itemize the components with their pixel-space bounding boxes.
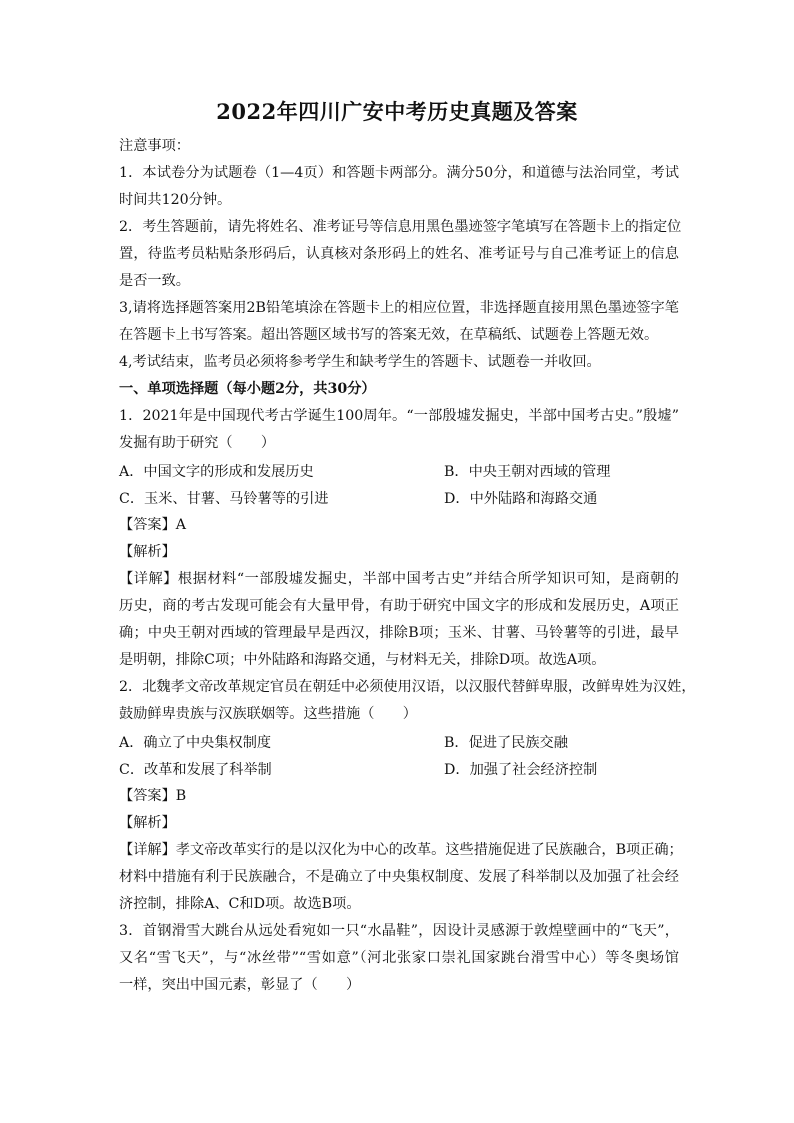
section-heading: 一、单项选择题（每小题2分，共30分）: [119, 381, 376, 397]
question-1-option-a: A．中国文字的形成和发展历史: [119, 464, 314, 480]
question-1-detail: 历史，商的考古发现可能会有大量甲骨，有助于研究中国文字的形成和发展历史，A项正: [119, 598, 679, 614]
question-2-detail: 【详解】孝文帝改革实行的是以汉化为中心的改革。这些措施促进了民族融合，B项正确；: [119, 842, 683, 858]
question-2-option-b: B．促进了民族交融: [444, 735, 568, 751]
notice-line: 是否一致。: [119, 273, 190, 289]
question-1-analysis: 【解析】: [119, 544, 176, 560]
question-2-option-c: C．改革和发展了科举制: [119, 762, 272, 778]
notice-line: 时间共120分钟。: [119, 192, 232, 208]
notice-heading: 注意事项：: [119, 138, 190, 154]
notice-line: 4,考试结束，监考员必须将参考学生和缺考学生的答题卡、试题卷一并收回。: [119, 354, 601, 370]
question-3-stem: 又名“雪飞天”，与“冰丝带”“雪如意”（河北张家口崇礼国家跳台滑雪中心）等冬奥场馆: [119, 950, 679, 966]
question-3-stem: 3．首钢滑雪大跳台从远处看宛如一只“水晶鞋”，因设计灵感源于敦煌壁画中的“飞天”，: [119, 923, 679, 939]
notice-line: 置，待监考员粘贴条形码后，认真核对条形码上的姓名、准考证号与自己准考证上的信息: [119, 246, 679, 262]
notice-line: 2．考生答题前，请先将姓名、准考证号等信息用黑色墨迹签字笔填写在答题卡上的指定位: [119, 219, 682, 235]
question-2-answer: 【答案】B: [119, 788, 187, 804]
page-title: 2022年四川广安中考历史真题及答案: [216, 99, 578, 124]
question-1-option-c: C．玉米、甘薯、马铃薯等的引进: [119, 491, 329, 507]
question-1-detail: 【详解】根据材料“一部殷墟发掘史，半部中国考古史”并结合所学知识可知，是商朝的: [119, 571, 679, 587]
notice-line: 在答题卡上书写答案。超出答题区域书写的答案无效，在草稿纸、试题卷上答题无效。: [119, 327, 659, 343]
question-1-option-d: D．中外陆路和海路交通: [444, 491, 598, 507]
question-2-detail: 济控制，排除A、C和D项。故选B项。: [119, 896, 361, 912]
question-1-option-b: B．中央王朝对西域的管理: [444, 464, 611, 480]
notice-line: 3,请将选择题答案用2B铅笔填涂在答题卡上的相应位置，非选择题直接用黑色墨迹签字笔: [119, 300, 679, 316]
question-1-answer: 【答案】A: [119, 517, 186, 533]
question-2-option-a: A．确立了中央集权制度: [119, 735, 272, 751]
question-2-detail: 材料中措施有利于民族融合，不是确立了中央集权制度、发展了科举制以及加强了社会经: [119, 869, 679, 885]
question-1-detail: 是明朝，排除C项；中外陆路和海路交通，与材料无关，排除D项。故选A项。: [119, 652, 606, 668]
question-1-detail: 确；中央王朝对西域的管理最早是西汉，排除B项；玉米、甘薯、马铃薯等的引进，最早: [119, 625, 679, 641]
question-2-analysis: 【解析】: [119, 815, 176, 831]
question-3-stem: 一样，突出中国元素，彰显了（ ）: [119, 977, 361, 993]
question-2-stem: 2．北魏孝文帝改革规定官员在朝廷中必须使用汉语，以汉服代替鲜卑服，改鲜卑姓为汉姓，: [119, 679, 696, 695]
question-2-stem: 鼓励鲜卑贵族与汉族联姻等。这些措施（ ）: [119, 706, 417, 722]
question-1-stem: 发掘有助于研究（ ）: [119, 435, 276, 451]
notice-line: 1．本试卷分为试题卷（1—4页）和答题卡两部分。满分50分，和道德与法治同堂，考试: [119, 165, 679, 181]
question-2-option-d: D．加强了社会经济控制: [444, 762, 598, 778]
question-1-stem: 1．2021年是中国现代考古学诞生100周年。“一部殷墟发掘史，半部中国考古史。”殷墟”: [119, 408, 679, 424]
